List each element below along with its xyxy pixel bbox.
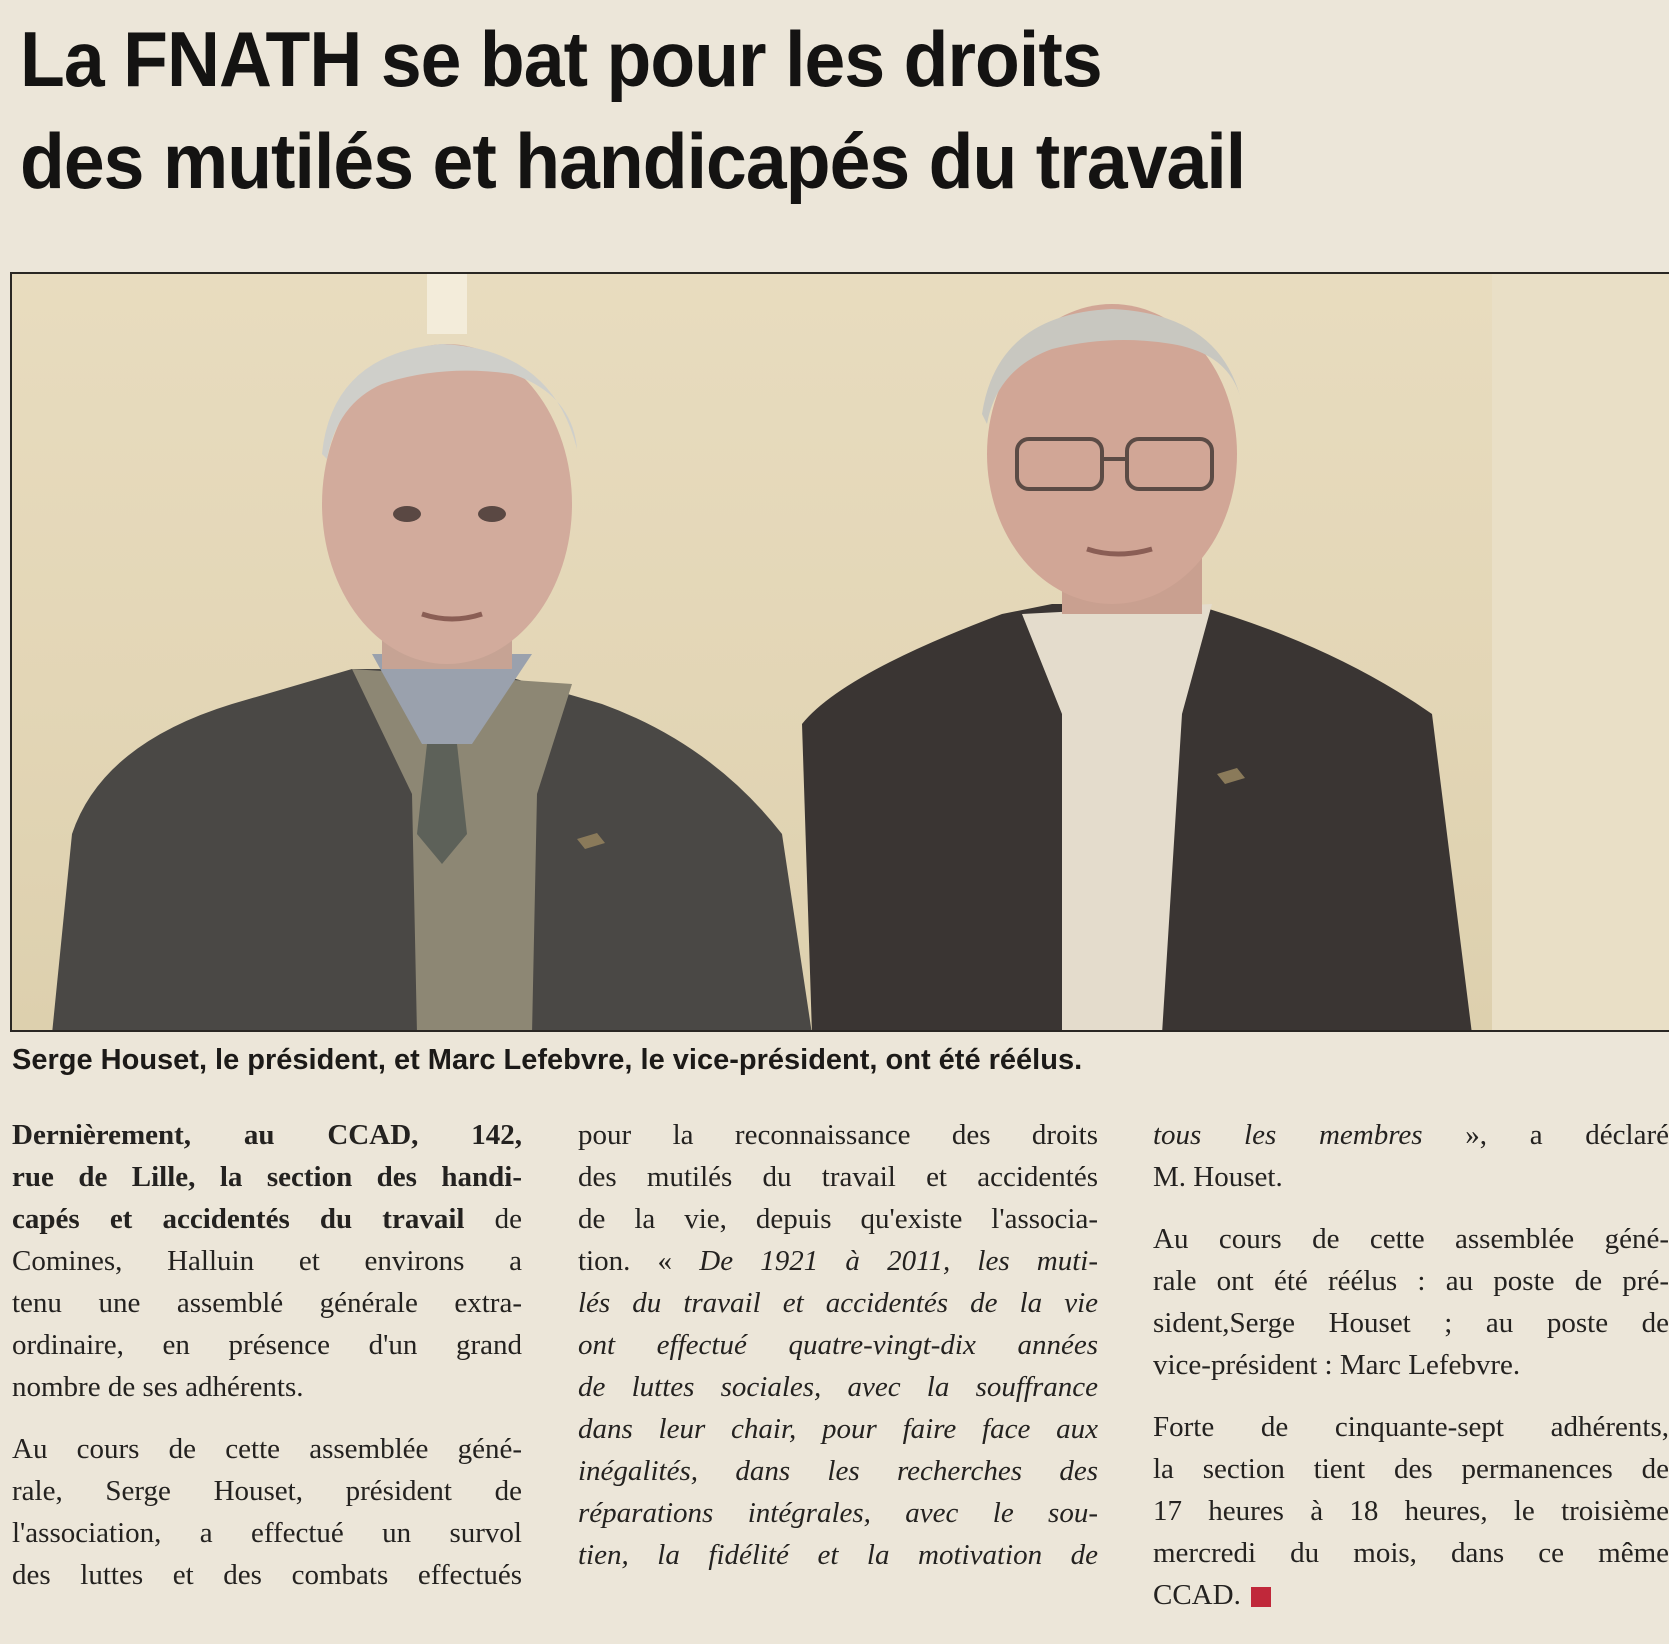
c2-line-8: dans leur chair, pour faire face aux <box>578 1413 1098 1445</box>
article-column-2 <box>578 1114 1098 1596</box>
photo-illustration <box>12 274 1669 1032</box>
intro-line-5: tenu une assemblé générale extra- <box>12 1287 522 1319</box>
intro-line-4: Comines, Halluin et environs a <box>12 1245 522 1277</box>
paragraph-quote-end <box>1153 1114 1669 1198</box>
c3-line-1a: tous les membres <box>1153 1119 1423 1151</box>
paragraph-intro <box>12 1114 522 1408</box>
end-of-article-square-icon <box>1251 1587 1271 1607</box>
headline <box>20 8 1562 212</box>
c3-p3-line-1: Forte de cinquante-sept adhérents, <box>1153 1411 1669 1443</box>
c2-line-1: pour la reconnaissance des droits <box>578 1119 1098 1151</box>
intro-line-3-end: de <box>494 1203 522 1235</box>
person-right <box>802 304 1472 1032</box>
c2-line-9: inégalités, dans les recherches des <box>578 1455 1098 1487</box>
headline-line-2: des mutilés et handicapés du travail <box>20 117 1246 205</box>
p2-line-1: Au cours de cette assemblée géné- <box>12 1433 522 1465</box>
intro-line-6: ordinaire, en présence d'un grand <box>12 1329 522 1361</box>
c3-p2-line-2: rale ont été réélus : au poste de pré- <box>1153 1265 1669 1297</box>
photo-caption: Serge Houset, le président, et Marc Lefebvre, le vice-président, ont été réélus. <box>12 1044 1083 1076</box>
c2-line-11: tien, la fidélité et la motivation de <box>578 1539 1098 1571</box>
ceiling-fixture <box>427 274 467 334</box>
paragraph-quote <box>578 1114 1098 1576</box>
article-column-3 <box>1153 1114 1669 1636</box>
c3-p3-line-2: la section tient des permanences de <box>1153 1453 1669 1485</box>
intro-line-2: rue de Lille, la section des handi- <box>12 1161 522 1193</box>
c2-line-3: de la vie, depuis qu'existe l'associa- <box>578 1203 1098 1235</box>
headline-line-1: La FNATH se bat pour les droits <box>20 15 1102 103</box>
wall-panel <box>1492 274 1669 1032</box>
c2-line-4b: De 1921 à 2011, les muti- <box>699 1245 1099 1277</box>
c3-p2-line-3: sident,Serge Houset ; au poste de <box>1153 1307 1669 1339</box>
c3-p3-line-3: 17 heures à 18 heures, le troisième <box>1153 1495 1669 1527</box>
p2-line-3: l'association, a effectué un survol <box>12 1517 522 1549</box>
intro-line-7: nombre de ses adhérents. <box>12 1371 304 1403</box>
c3-line-2: M. Houset. <box>1153 1161 1283 1193</box>
intro-line-3: capés et accidentés du travail <box>12 1203 465 1235</box>
paragraph-2 <box>12 1428 522 1596</box>
c2-line-10: réparations intégrales, avec le sou- <box>578 1497 1098 1529</box>
c2-line-7: de luttes sociales, avec la souffrance <box>578 1371 1098 1403</box>
intro-line-1: Dernièrement, au CCAD, 142, <box>12 1119 522 1151</box>
person-left <box>52 344 812 1032</box>
c3-p2-line-4: vice-président : Marc Lefebvre. <box>1153 1349 1521 1381</box>
p2-line-2: rale, Serge Houset, président de <box>12 1475 522 1507</box>
c3-line-1b: », a déclaré <box>1465 1119 1669 1151</box>
paragraph-permanences <box>1153 1406 1669 1616</box>
p2-line-4: des luttes et des combats effectués <box>12 1559 522 1591</box>
c3-p3-line-5: CCAD. <box>1153 1579 1241 1611</box>
c2-line-6: ont effectué quatre-vingt-dix années <box>578 1329 1098 1361</box>
article-column-1 <box>12 1114 522 1616</box>
c2-line-4a: tion. « <box>578 1245 673 1277</box>
c2-line-2: des mutilés du travail et accidentés <box>578 1161 1098 1193</box>
c2-line-5: lés du travail et accidentés de la vie <box>578 1287 1098 1319</box>
c3-p3-line-4: mercredi du mois, dans ce même <box>1153 1537 1669 1569</box>
article-photo <box>10 272 1669 1032</box>
c3-p2-line-1: Au cours de cette assemblée géné- <box>1153 1223 1669 1255</box>
paragraph-elections <box>1153 1218 1669 1386</box>
